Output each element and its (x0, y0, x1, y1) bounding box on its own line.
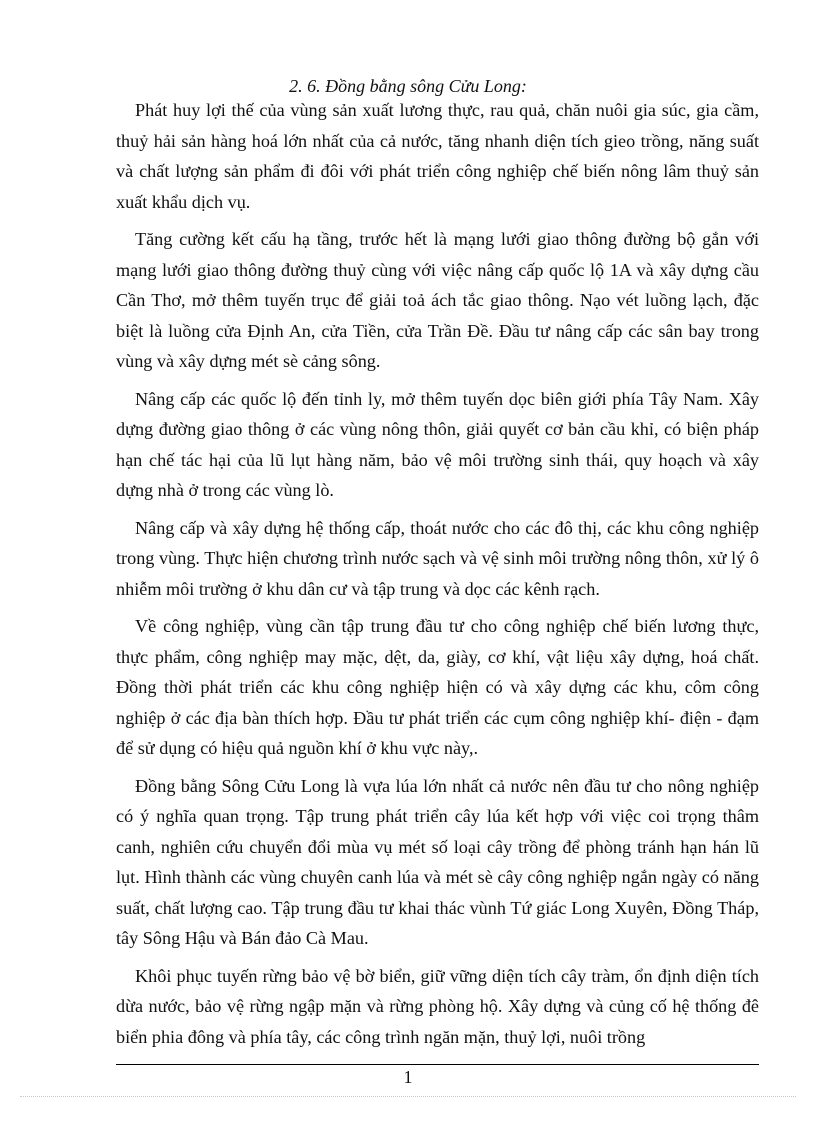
paragraph-forest-protection: Khôi phục tuyến rừng bảo vệ bờ biển, giữ vững diện tích cây tràm, ổn định diện tích dừa nước, bảo vệ rừng ngập mặn và rừng phòng hộ. Xây dựng và củng cố hệ thống đê biển phia đông và phía tây, các công trình ngăn mặn, thuỷ lợi, nuôi trồng (116, 965, 759, 1047)
document-body (116, 95, 759, 1059)
paragraph-agriculture-investment: Đồng bằng Sông Cửu Long là vựa lúa lớn nhất cả nước nên đầu tư cho nông nghiệp có ý nghĩa quan trọng. Tập trung phát triển cây lúa kết hợp với việc coi trọng thâm canh, nghiên cứu chuyển đổi mùa vụ mét số loại cây trồng để phòng tránh hạn hán lũ lụt. Hình thành các vùng chuyên canh lúa và mét sè cây công nghiệp ngắn ngày có năng suất, chất lượng cao. Tập trung đầu tư khai thác vùnh Tứ giác Long Xuyên, Đồng Tháp, tây Sông Hậu và Bán đảo Cà Mau. (116, 775, 759, 948)
section-title: 2. 6. Đồng bằng sông Cửu Long: (289, 76, 527, 96)
paragraph-agriculture-strengths: Phát huy lợi thế của vùng sản xuất lương thực, rau quả, chăn nuôi gia súc, gia cầm, thuỷ hải sản hàng hoá lớn nhất của cả nước, tăng nhanh diện tích gieo trồng, năng suất và chất lượng sản phẩm đi đôi với phát triển công nghiệp chế biến nông lâm thuỷ sản xuất khẩu dịch vụ. (116, 100, 759, 212)
paragraph-highways: Nâng cấp các quốc lộ đến tỉnh ly, mở thêm tuyến dọc biên giới phía Tây Nam. Xây dựng đường giao thông ở các vùng nông thôn, giải quyết cơ bản cầu khỉ, có biện pháp hạn chế tác hại của lũ lụt hàng năm, bảo vệ môi trường sinh thái, quy hoạch và xây dựng nhà ở trong các vùng lò. (116, 388, 759, 500)
footer-rule (116, 1064, 759, 1065)
paragraph-industry: Về công nghiệp, vùng cần tập trung đầu tư cho công nghiệp chế biến lương thực, thực phẩm, công nghiệp may mặc, dệt, da, giày, cơ khí, vật liệu xây dựng, hoá chất. Đồng thời phát triển các khu công nghiệp hiện có và xây dựng các khu, côm công nghiệp ở các địa bàn thích hợp. Đầu tư phát triển các cụm công nghiệp khí- điện - đạm để sử dụng có hiệu quả nguồn khí ở khu vực này,. (116, 616, 759, 758)
page-bottom-border (20, 1096, 796, 1097)
paragraph-infrastructure: Tăng cường kết cấu hạ tầng, trước hết là mạng lưới giao thông đường bộ gắn với mạng lưới giao thông đường thuỷ cùng với việc nâng cấp quốc lộ 1A và xây dựng cầu Cần Thơ, mở thêm tuyến trục để giải toả ách tắc giao thông. Nạo vét luồng lạch, đặc biệt là luồng cửa Định An, cửa Tiền, cửa Trần Đề. Đầu tư nâng cấp các sân bay trong vùng và xây dựng mét sè cảng sông. (116, 229, 759, 371)
paragraph-water-supply: Nâng cấp và xây dựng hệ thống cấp, thoát nước cho các đô thị, các khu công nghiệp trong vùng. Thực hiện chương trình nước sạch và vệ sinh môi trường nông thôn, xử lý ô nhiễm môi trường ở khu dân cư và tập trung và dọc các kênh rạch. (116, 517, 759, 599)
page-number: 1 (403, 1067, 413, 1087)
